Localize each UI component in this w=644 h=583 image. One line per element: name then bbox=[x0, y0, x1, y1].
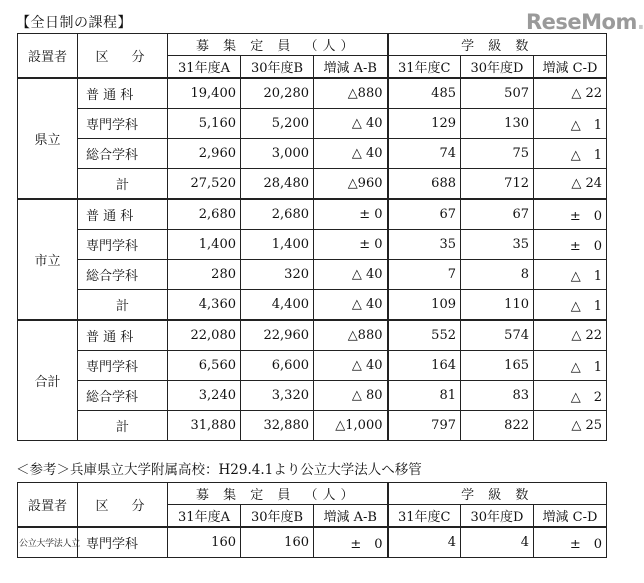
ref-category: 専門学科 bbox=[78, 527, 168, 558]
cell-a: 22,080 bbox=[168, 320, 241, 351]
reference-title: ＜参考＞兵庫県立大学附属高校：H29.4.1より公立大学法人へ移管 bbox=[16, 462, 422, 478]
category-cell: 総合学科 bbox=[78, 139, 168, 169]
cell-c: 797 bbox=[388, 411, 461, 441]
ref-data-row bbox=[18, 527, 607, 558]
cell-b: 1,400 bbox=[241, 230, 314, 260]
header-col-b: 30年度B bbox=[241, 56, 314, 79]
cell-ab: △ 80 bbox=[314, 381, 388, 411]
cell-ab: △960 bbox=[314, 169, 388, 200]
cell-a: 31,880 bbox=[168, 411, 241, 441]
ref-header-classes-group: 学 級 数 bbox=[388, 483, 607, 505]
ref-header-col-c: 31年度C bbox=[388, 505, 461, 528]
cell-b: 6,600 bbox=[241, 351, 314, 381]
ref-cell-c: 4 bbox=[388, 527, 461, 558]
cell-b: 320 bbox=[241, 260, 314, 290]
cell-b: 3,320 bbox=[241, 381, 314, 411]
header-col-ab: 増減 A-B bbox=[314, 56, 388, 79]
cell-c: 7 bbox=[388, 260, 461, 290]
table-row bbox=[18, 78, 607, 109]
cell-a: 2,680 bbox=[168, 199, 241, 230]
cell-ab: △880 bbox=[314, 78, 388, 109]
cell-cd: △ 1 bbox=[534, 260, 607, 290]
cell-d: 822 bbox=[461, 411, 534, 441]
cell-cd: △ 1 bbox=[534, 139, 607, 169]
cell-ab: △ 40 bbox=[314, 351, 388, 381]
header-row-1 bbox=[18, 34, 607, 56]
cell-d: 75 bbox=[461, 139, 534, 169]
category-cell: 専門学科 bbox=[78, 109, 168, 139]
header-classes-group: 学 級 数 bbox=[388, 34, 607, 56]
category-cell: 計 bbox=[78, 411, 168, 441]
cell-c: 67 bbox=[388, 199, 461, 230]
cell-b: 32,880 bbox=[241, 411, 314, 441]
ref-header-row-1 bbox=[18, 483, 607, 505]
cell-d: 83 bbox=[461, 381, 534, 411]
cell-ab: △ 40 bbox=[314, 260, 388, 290]
section-title: 【全日制の課程】 bbox=[16, 15, 132, 31]
ref-header-col-b: 30年度B bbox=[241, 505, 314, 528]
cell-ab: △ 40 bbox=[314, 109, 388, 139]
cell-c: 552 bbox=[388, 320, 461, 351]
resemom-logo: ReseMom. bbox=[526, 10, 644, 34]
category-cell: 総合学科 bbox=[78, 260, 168, 290]
cell-cd: ± 0 bbox=[534, 199, 607, 230]
cell-c: 485 bbox=[388, 78, 461, 109]
cell-a: 280 bbox=[168, 260, 241, 290]
cell-c: 109 bbox=[388, 290, 461, 321]
installer-cell: 県立 bbox=[18, 78, 78, 199]
cell-b: 2,680 bbox=[241, 199, 314, 230]
cell-ab: △1,000 bbox=[314, 411, 388, 441]
category-cell: 普 通 科 bbox=[78, 78, 168, 109]
header-col-c: 31年度C bbox=[388, 56, 461, 79]
cell-a: 1,400 bbox=[168, 230, 241, 260]
cell-d: 507 bbox=[461, 78, 534, 109]
installer-cell: 合計 bbox=[18, 320, 78, 441]
ref-cell-ab: ± 0 bbox=[314, 527, 388, 558]
cell-cd: △ 25 bbox=[534, 411, 607, 441]
cell-cd: △ 1 bbox=[534, 351, 607, 381]
cell-d: 574 bbox=[461, 320, 534, 351]
category-cell: 普 通 科 bbox=[78, 199, 168, 230]
cell-d: 130 bbox=[461, 109, 534, 139]
cell-d: 165 bbox=[461, 351, 534, 381]
ref-header-quota-group: 募 集 定 員 （人） bbox=[168, 483, 388, 505]
cell-cd: ± 0 bbox=[534, 230, 607, 260]
cell-d: 110 bbox=[461, 290, 534, 321]
cell-b: 3,000 bbox=[241, 139, 314, 169]
header-col-cd: 増減 C-D bbox=[534, 56, 607, 79]
category-cell: 専門学科 bbox=[78, 351, 168, 381]
category-cell: 総合学科 bbox=[78, 381, 168, 411]
cell-b: 28,480 bbox=[241, 169, 314, 200]
cell-d: 8 bbox=[461, 260, 534, 290]
cell-cd: △ 1 bbox=[534, 290, 607, 321]
cell-b: 22,960 bbox=[241, 320, 314, 351]
cell-d: 67 bbox=[461, 199, 534, 230]
ref-cell-cd: ± 0 bbox=[534, 527, 607, 558]
cell-a: 5,160 bbox=[168, 109, 241, 139]
cell-d: 35 bbox=[461, 230, 534, 260]
ref-cell-b: 160 bbox=[241, 527, 314, 558]
cell-c: 129 bbox=[388, 109, 461, 139]
ref-header-col-cd: 増減 C-D bbox=[534, 505, 607, 528]
cell-cd: △ 22 bbox=[534, 78, 607, 109]
ref-header-col-a: 31年度A bbox=[168, 505, 241, 528]
ref-header-col-ab: 増減 A-B bbox=[314, 505, 388, 528]
cell-cd: △ 22 bbox=[534, 320, 607, 351]
table-row bbox=[18, 290, 607, 321]
enrollment-table bbox=[17, 33, 607, 441]
cell-c: 74 bbox=[388, 139, 461, 169]
cell-cd: △ 2 bbox=[534, 381, 607, 411]
cell-c: 35 bbox=[388, 230, 461, 260]
table-row bbox=[18, 411, 607, 441]
table-row bbox=[18, 381, 607, 411]
cell-b: 5,200 bbox=[241, 109, 314, 139]
table-row bbox=[18, 169, 607, 200]
table-row bbox=[18, 199, 607, 230]
header-quota-group: 募 集 定 員 （人） bbox=[168, 34, 388, 56]
cell-a: 27,520 bbox=[168, 169, 241, 200]
header-col-a: 31年度A bbox=[168, 56, 241, 79]
cell-d: 712 bbox=[461, 169, 534, 200]
reference-table bbox=[17, 482, 607, 558]
cell-ab: ± 0 bbox=[314, 230, 388, 260]
table-row bbox=[18, 139, 607, 169]
table-row bbox=[18, 320, 607, 351]
ref-installer: 公立大学法人立 bbox=[18, 527, 78, 558]
cell-ab: △880 bbox=[314, 320, 388, 351]
category-cell: 計 bbox=[78, 290, 168, 321]
header-installer: 設置者 bbox=[18, 34, 78, 79]
table-row bbox=[18, 260, 607, 290]
cell-cd: △ 24 bbox=[534, 169, 607, 200]
ref-cell-d: 4 bbox=[461, 527, 534, 558]
ref-header-installer: 設置者 bbox=[18, 483, 78, 528]
cell-c: 688 bbox=[388, 169, 461, 200]
table-row bbox=[18, 109, 607, 139]
cell-cd: △ 1 bbox=[534, 109, 607, 139]
cell-a: 19,400 bbox=[168, 78, 241, 109]
category-cell: 計 bbox=[78, 169, 168, 200]
header-col-d: 30年度D bbox=[461, 56, 534, 79]
cell-ab: ± 0 bbox=[314, 199, 388, 230]
cell-b: 4,400 bbox=[241, 290, 314, 321]
cell-a: 2,960 bbox=[168, 139, 241, 169]
cell-c: 81 bbox=[388, 381, 461, 411]
cell-c: 164 bbox=[388, 351, 461, 381]
table-row bbox=[18, 230, 607, 260]
category-cell: 普 通 科 bbox=[78, 320, 168, 351]
cell-a: 6,560 bbox=[168, 351, 241, 381]
header-category: 区 分 bbox=[78, 34, 168, 79]
ref-cell-a: 160 bbox=[168, 527, 241, 558]
installer-cell: 市立 bbox=[18, 199, 78, 320]
table-row bbox=[18, 351, 607, 381]
category-cell: 専門学科 bbox=[78, 230, 168, 260]
cell-ab: △ 40 bbox=[314, 290, 388, 321]
cell-a: 3,240 bbox=[168, 381, 241, 411]
ref-header-category: 区 分 bbox=[78, 483, 168, 528]
cell-ab: △ 40 bbox=[314, 139, 388, 169]
cell-a: 4,360 bbox=[168, 290, 241, 321]
ref-header-col-d: 30年度D bbox=[461, 505, 534, 528]
cell-b: 20,280 bbox=[241, 78, 314, 109]
